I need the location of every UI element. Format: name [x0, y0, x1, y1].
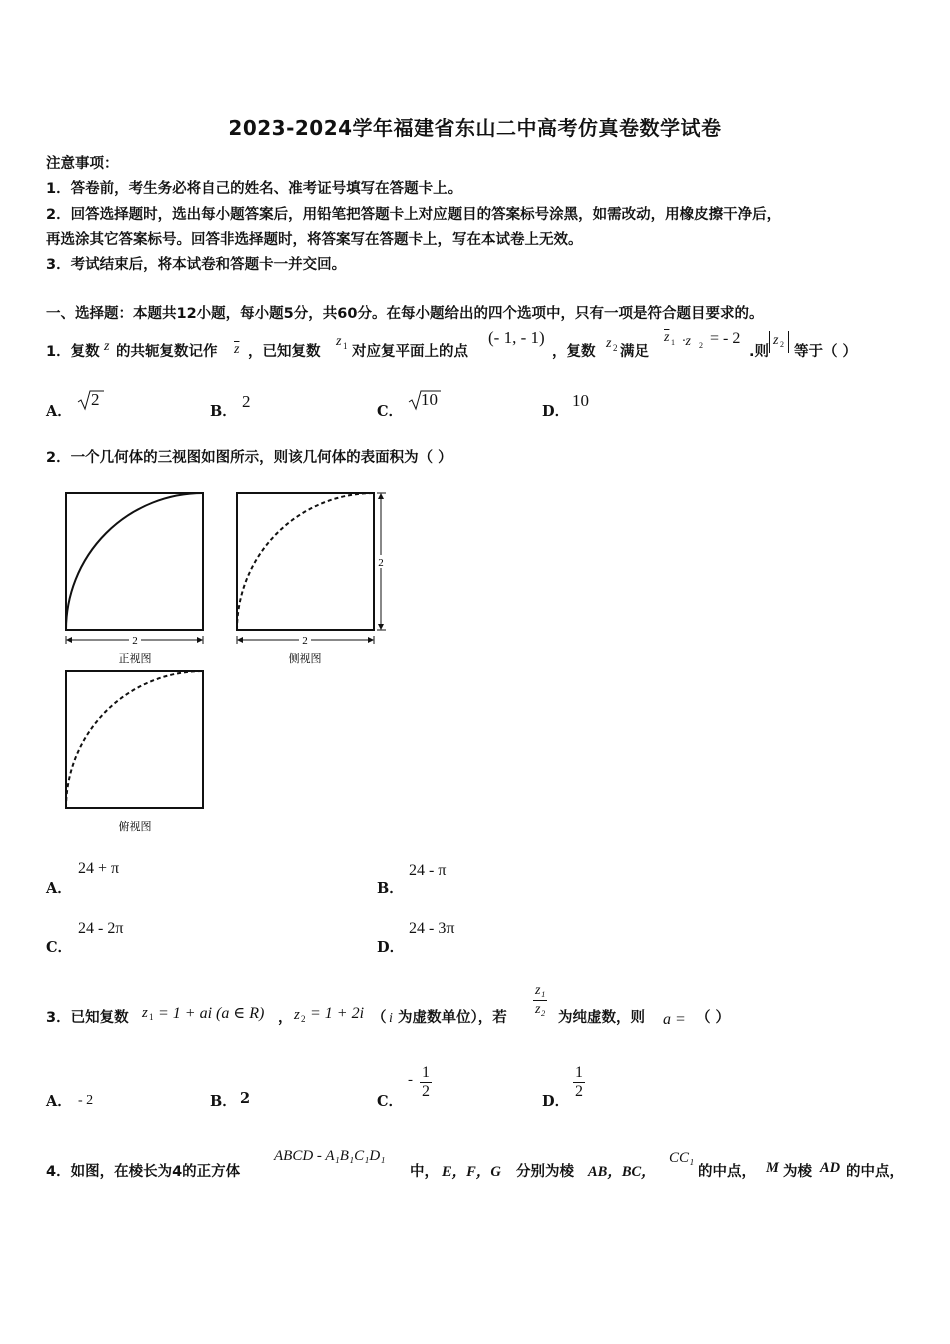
notice-line-2: 2．回答选择题时，选出每小题答案后，用铅笔把答题卡上对应题目的答案标号涂黑，如需改动，用橡皮擦干净后，: [46, 207, 782, 223]
q3-option-b-label: B．: [210, 1093, 237, 1110]
q3-z2-sub: 2: [301, 1014, 306, 1024]
notice-line-2b: 再选涂其它答案标号。回答非选择题时，将答案写在答题卡上，写在本试卷上无效。: [46, 232, 583, 248]
q3-fraction-num: z₁: [533, 982, 547, 1001]
q3-z2: z: [294, 1007, 300, 1023]
q3-text-5: （ ）: [696, 1010, 731, 1026]
q3-option-c-fraction: [420, 1064, 432, 1101]
q4-edges: AB，BC，: [588, 1164, 656, 1180]
q4-text-1: 4．如图，在棱长为4的正方体: [46, 1164, 241, 1180]
q1-z1: z: [336, 334, 342, 349]
q1-option-a-value: 2: [91, 390, 100, 409]
q3-z1-expr: = 1 + ai (a ∈ R): [158, 1005, 265, 1022]
q1-absz-sub: 2: [780, 340, 784, 349]
q3-option-c-sign: -: [408, 1072, 413, 1088]
q1-expr-end: = - 2: [710, 330, 741, 347]
q1-text-1: 1．复数: [46, 344, 100, 360]
q3-comma: ，: [278, 1010, 293, 1026]
q3-text-3: 为虚数单位），若: [398, 1010, 507, 1026]
q3-option-c-den: 2: [422, 1083, 430, 1100]
notice-line-3: 3．考试结束后，将本试卷和答题卡一并交回。: [46, 257, 347, 273]
abs-bar-right: [788, 331, 789, 353]
q1-text-3: ，已知复数: [248, 344, 321, 360]
q3-option-d-label: D．: [542, 1093, 570, 1110]
q1-text-4: 对应复平面上的点: [352, 344, 468, 360]
q1-text-7: .则: [749, 344, 770, 360]
question-4-stem: [46, 1146, 936, 1182]
q1-option-d-value: 10: [572, 391, 589, 410]
q1-expr-z2-sub: 2: [699, 341, 703, 350]
q3-z1-sub: 1: [149, 1012, 154, 1022]
q3-fraction-den: z₂: [535, 1002, 546, 1017]
front-view-caption: 正视图: [118, 653, 152, 665]
q3-option-c-num: 1: [422, 1064, 430, 1081]
q1-option-c-label: C．: [377, 403, 404, 420]
q3-text-1: 3．已知复数: [46, 1010, 129, 1026]
q3-option-d-den: 2: [575, 1083, 583, 1100]
q4-cube: ABCD - A₁B₁C₁D₁: [274, 1148, 386, 1164]
q2-option-a-value: 24 + π: [78, 860, 120, 877]
front-view-dimension: 2: [132, 635, 138, 647]
q1-option-b-value: 2: [242, 392, 251, 411]
q3-imag-unit: i: [389, 1011, 393, 1026]
side-view: [237, 493, 387, 665]
three-view-figure: [55, 484, 395, 839]
q4-point-m: M: [766, 1160, 779, 1176]
q1-z1-sub: 1: [343, 341, 348, 351]
q1-text-5: ，复数: [552, 344, 596, 360]
side-view-dimension: 2: [302, 635, 308, 647]
q1-option-d-label: D．: [542, 403, 570, 420]
q4-cc1: CC₁: [669, 1150, 695, 1166]
q2-option-b-value: 24 - π: [409, 862, 447, 879]
top-view: [66, 671, 203, 833]
q1-expr-mid: ·z: [682, 334, 691, 349]
q3-option-b-value: 2: [240, 1090, 251, 1107]
page-title: 2023-2024学年福建省东山二中高考仿真卷数学试卷: [228, 116, 722, 140]
notice-heading: 注意事项：: [46, 156, 119, 172]
q2-option-c-label: C．: [46, 939, 73, 956]
q4-text-10: 的中点，: [846, 1164, 904, 1180]
q1-expr-z1bar: $\overline{z}$: [664, 330, 670, 345]
q3-option-d-num: 1: [575, 1064, 583, 1081]
section-heading: 一、选择题：本题共12小题，每小题5分，共60分。在每小题给出的四个选项中，只有一项是符合题目要求的。: [46, 306, 764, 322]
q3-z1: z: [142, 1005, 148, 1021]
q1-z2-sub: 2: [613, 343, 618, 353]
question-1-stem: [46, 328, 936, 368]
q1-option-b-label: B．: [210, 403, 237, 420]
q1-text-6: 满足: [620, 344, 649, 360]
question-3-stem: [46, 980, 936, 1036]
q4-points-efg: E，F，G: [442, 1164, 501, 1180]
q2-option-d-value: 24 - 3π: [409, 920, 455, 937]
q4-text-4: 分别为棱: [516, 1164, 574, 1180]
front-view: [66, 493, 203, 665]
q3-a-equals: a =: [663, 1011, 686, 1028]
q3-option-a-label: A．: [46, 1093, 72, 1110]
q4-text-8: 为棱: [783, 1164, 812, 1180]
side-view-caption: 侧视图: [288, 653, 322, 665]
q3-option-c-label: C．: [377, 1093, 404, 1110]
side-view-height-dimension: 2: [378, 557, 384, 569]
q3-z2-expr: = 1 + 2i: [310, 1005, 365, 1022]
abs-bar-left: [769, 331, 770, 353]
q4-text-6: 的中点，: [698, 1164, 756, 1180]
q3-text-2: （: [372, 1010, 387, 1026]
q2-option-d-label: D．: [377, 939, 405, 956]
q1-text-8: 等于（ ）: [794, 344, 858, 360]
q1-text-2: 的共轭复数记作: [116, 344, 218, 360]
q4-edge-ad: AD: [820, 1160, 841, 1176]
q2-option-b-label: B．: [377, 880, 404, 897]
q1-point: (- 1, - 1): [488, 328, 545, 347]
q2-option-a-label: A．: [46, 880, 72, 897]
q3-text-4: 为纯虚数，则: [558, 1010, 645, 1026]
q4-text-2: 中，: [410, 1164, 439, 1180]
q1-expr-z1-sub: 1: [671, 338, 675, 347]
q1-option-c-value: 10: [421, 390, 438, 409]
q1-option-a-label: A．: [46, 403, 72, 420]
q1-zbar: $\overline{z}$: [234, 342, 240, 357]
notice-line-1: 1．答卷前，考生务必将自己的姓名、准考证号填写在答题卡上。: [46, 181, 463, 197]
q1-absz: z: [773, 333, 779, 348]
q3-option-a-value: - 2: [78, 1093, 94, 1108]
q1-z: z: [104, 339, 110, 354]
q3-fraction: [533, 982, 547, 1019]
q2-option-c-value: 24 - 2π: [78, 920, 124, 937]
top-view-caption: 俯视图: [118, 821, 152, 833]
q3-option-d-fraction: [573, 1064, 585, 1101]
q1-z2: z: [606, 336, 612, 351]
question-2-stem: 2．一个几何体的三视图如图所示，则该几何体的表面积为（ ）: [46, 450, 453, 466]
